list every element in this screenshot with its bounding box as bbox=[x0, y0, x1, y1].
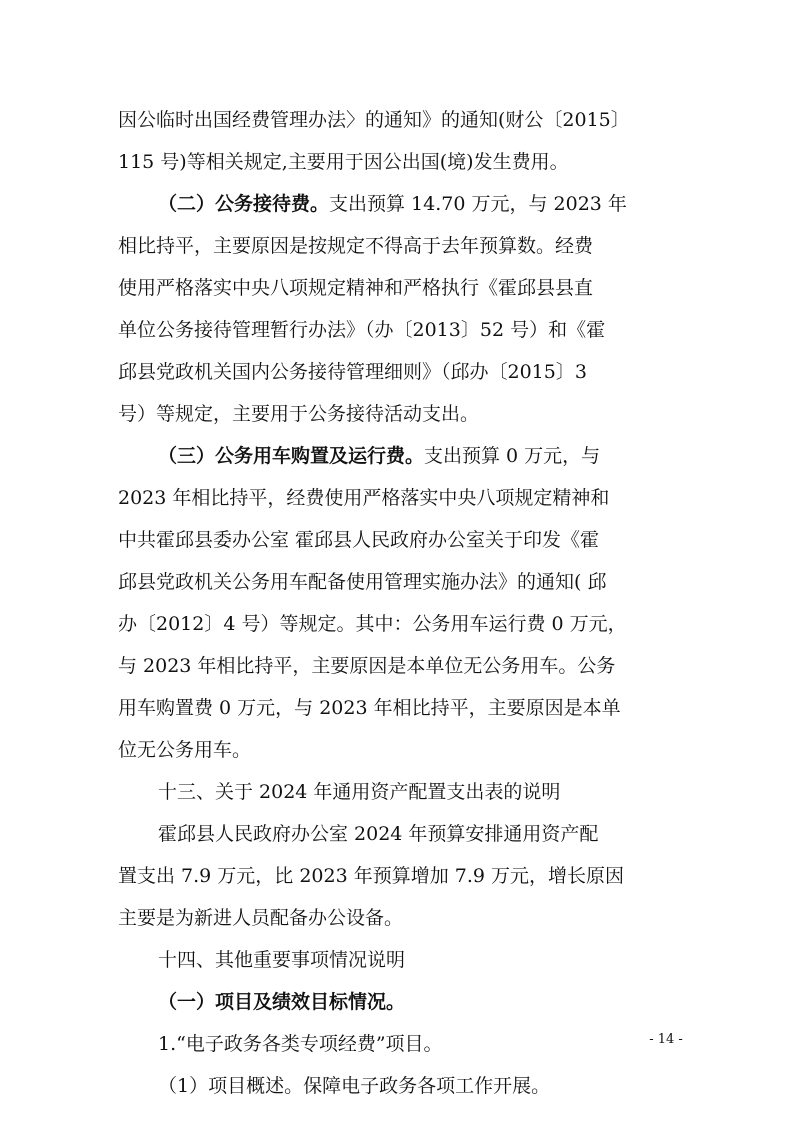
body-line: 办〔2012〕4 号）等规定。其中：公务用车运行费 0 万元， bbox=[118, 613, 627, 635]
body-line: 使用严格落实中央八项规定精神和严格执行《霍邱县县直 bbox=[118, 277, 594, 299]
body-line: （1）项目概述。保障电子政务各项工作开展。 bbox=[158, 1075, 551, 1097]
section-heading-line bbox=[0, 189, 793, 219]
section-title: 十四、其他重要事项情况说明 bbox=[158, 949, 406, 971]
section-title: 十三、关于 2024 年通用资产配置支出表的说明 bbox=[158, 781, 561, 803]
body-text: 支出预算 14.70 万元，与 2023 年 bbox=[329, 193, 627, 215]
body-line: 置支出 7.9 万元，比 2023 年预算增加 7.9 万元，增长原因 bbox=[118, 865, 625, 887]
body-line: 邱县党政机关国内公务接待管理细则》（邱办〔2015〕3 bbox=[118, 361, 587, 383]
body-line: 相比持平，主要原因是按规定不得高于去年预算数。经费 bbox=[118, 235, 594, 257]
body-line: 2023 年相比持平，经费使用严格落实中央八项规定精神和 bbox=[118, 487, 610, 509]
body-text: 支出预算 0 万元，与 bbox=[424, 445, 601, 467]
body-line: 位无公务用车。 bbox=[118, 739, 252, 761]
body-line: 主要是为新进人员配备办公设备。 bbox=[118, 907, 404, 929]
subsection-heading-line bbox=[0, 987, 793, 1017]
subsection-heading: （一）项目及绩效目标情况。 bbox=[158, 991, 406, 1013]
body-line: 单位公务接待管理暂行办法》（办〔2013〕52 号）和《霍 bbox=[118, 319, 606, 341]
body-line: 因公临时出国经费管理办法〉的通知》的通知(财公〔2015〕 bbox=[118, 109, 630, 131]
section-heading-line bbox=[0, 441, 793, 471]
body-line: 用车购置费 0 万元，与 2023 年相比持平，主要原因是本单 bbox=[118, 697, 621, 719]
body-line: 邱县党政机关公务用车配备使用管理实施办法》的通知( 邱 bbox=[118, 571, 607, 593]
body-line: 号）等规定，主要用于公务接待活动支出。 bbox=[118, 403, 480, 425]
body-line: 霍邱县人民政府办公室 2024 年预算安排通用资产配 bbox=[158, 823, 599, 845]
section-heading: （二）公务接待费。 bbox=[158, 193, 330, 215]
body-line: 1.“电子政务各类专项经费”项目。 bbox=[158, 1033, 443, 1055]
page-number: - 14 - bbox=[649, 1032, 683, 1047]
body-line: 中共霍邱县委办公室 霍邱县人民政府办公室关于印发《霍 bbox=[118, 529, 600, 551]
body-line: 与 2023 年相比持平，主要原因是本单位无公务用车。公务 bbox=[118, 655, 616, 677]
body-line: 115 号)等相关规定,主要用于因公出国(境)发生费用。 bbox=[118, 151, 569, 173]
section-heading: （三）公务用车购置及运行费。 bbox=[158, 445, 425, 467]
